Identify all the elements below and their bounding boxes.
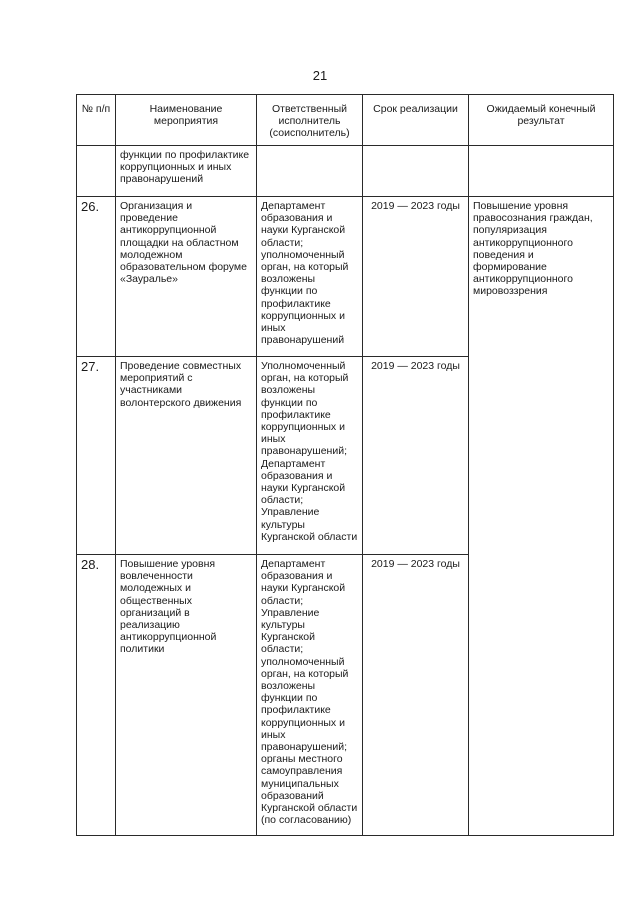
page-number: 21 <box>312 68 328 83</box>
cell-result <box>469 146 614 197</box>
cell-number: 28. <box>77 555 116 836</box>
header-executor: Ответственный исполнитель (соисполнитель) <box>257 95 363 146</box>
cell-term: 2019 — 2023 годы <box>363 357 469 555</box>
cell-name: Проведение совместных мероприятий с участниками волонтерского движения <box>116 357 257 555</box>
cell-term <box>363 146 469 197</box>
cell-executor <box>257 146 363 197</box>
table-row <box>77 197 614 357</box>
cell-number: 27. <box>77 357 116 555</box>
cell-number <box>77 146 116 197</box>
cell-name: функции по профилактике коррупционных и иных правонарушений <box>116 146 257 197</box>
cell-result: Повышение уровня правосознания граждан, популяризация антикоррупционного поведения и формирование антикоррупционного мировоззрения <box>469 197 614 836</box>
cell-number: 26. <box>77 197 116 357</box>
header-number: № п/п <box>77 95 116 146</box>
header-name: Наименование мероприятия <box>116 95 257 146</box>
cell-executor: Уполномоченный орган, на который возложены функции по профилактике коррупционных и иных правонарушений; Департамент образования и науки Курганской области; Управление культуры Курганской области <box>257 357 363 555</box>
cell-name: Повышение уровня вовлеченности молодежных и общественных организаций в реализацию антикоррупционной политики <box>116 555 257 836</box>
header-result: Ожидаемый конечный результат <box>469 95 614 146</box>
cell-executor: Департамент образования и науки Курганской области; Управление культуры Курганской области; уполномоченный орган, на который возложены функции по профилактике коррупционных и иных правонарушений; органы местного самоуправления муниципальных образований Курганской области (по согласованию) <box>257 555 363 836</box>
measures-table <box>76 94 614 836</box>
cell-name: Организация и проведение антикоррупционной площадки на областном молодежном образовательном форуме «Зауралье» <box>116 197 257 357</box>
cell-term: 2019 — 2023 годы <box>363 555 469 836</box>
table-row-continuation <box>77 146 614 197</box>
cell-executor: Департамент образования и науки Курганской области; уполномоченный орган, на который возложены функции по профилактике коррупционных и иных правонарушений <box>257 197 363 357</box>
cell-term: 2019 — 2023 годы <box>363 197 469 357</box>
table-header-row <box>77 95 614 146</box>
header-term: Срок реализации <box>363 95 469 146</box>
